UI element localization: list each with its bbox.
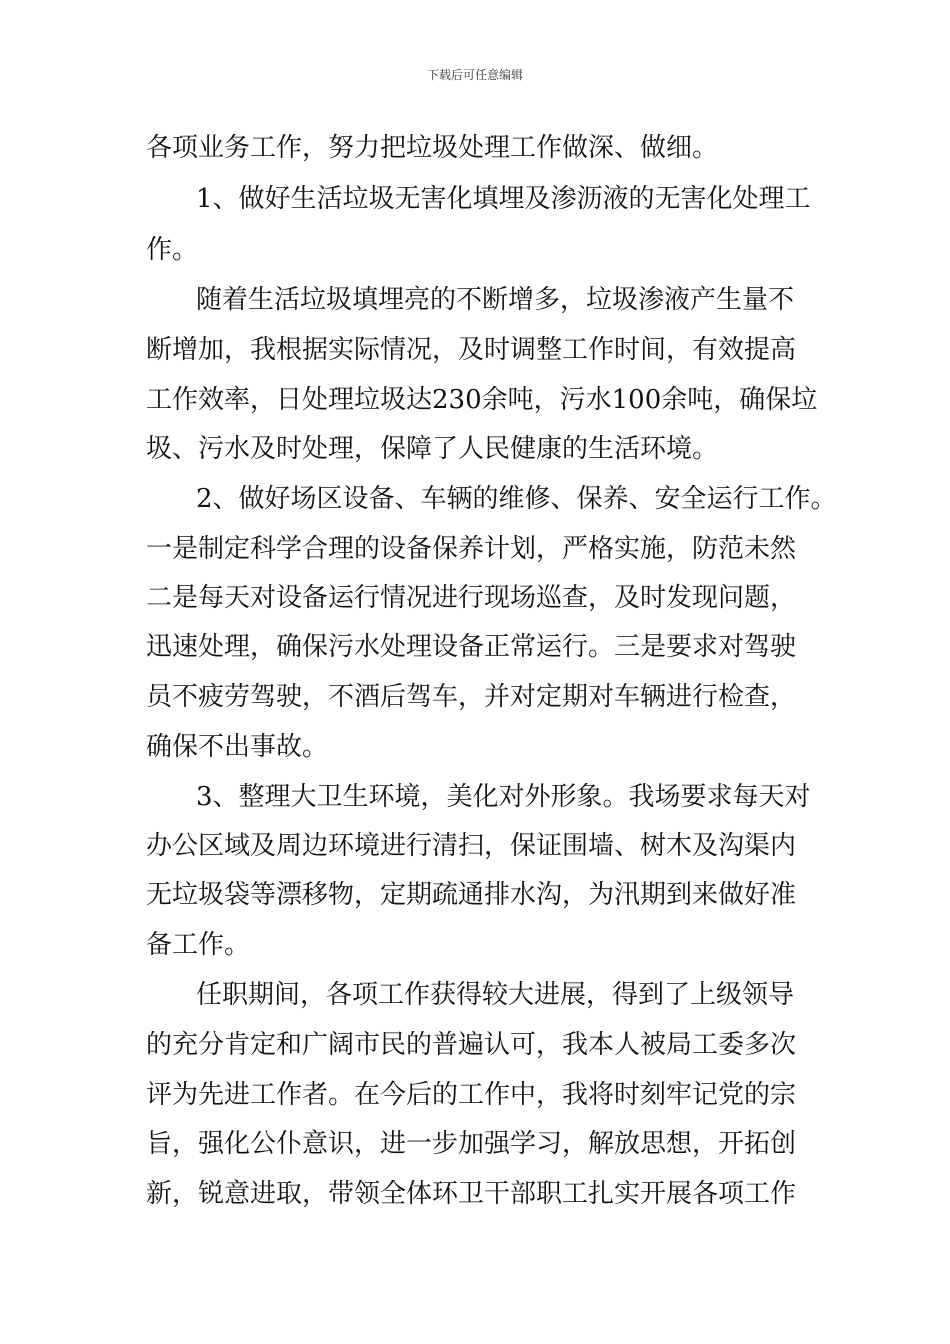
- text-line: 断增加，我根据实际情况，及时调整工作时间，有效提高: [146, 335, 797, 365]
- text-line: 旨，强化公仆意识，进一步加强学习，解放思想，开拓创: [146, 1129, 797, 1159]
- text-line: 任职期间，各项工作获得较大进展，得到了上级领导: [196, 980, 795, 1010]
- text-line: 二是每天对设备运行情况进行现场巡查，及时发现问题，: [146, 583, 797, 613]
- text-line: 迅速处理，确保污水处理设备正常运行。三是要求对驾驶: [146, 632, 797, 662]
- text-line: 随着生活垃圾填埋亮的不断增多，垃圾渗液产生量不: [196, 285, 795, 315]
- text-line: 评为先进工作者。在今后的工作中，我将时刻牢记党的宗: [146, 1080, 797, 1110]
- text-line: 2、做好场区设备、车辆的维修、保养、安全运行工作。: [196, 484, 837, 514]
- text-line: 新，锐意进取，带领全体环卫干部职工扎实开展各项工作: [146, 1179, 797, 1209]
- text-line: 一是制定科学合理的设备保养计划，严格实施，防范未然: [146, 534, 797, 564]
- text-line: 圾、污水及时处理，保障了人民健康的生活环境。: [146, 434, 719, 464]
- text-line: 作。: [146, 235, 199, 265]
- text-line: 无垃圾袋等漂移物，定期疏通排水沟，为汛期到来做好准: [146, 880, 797, 910]
- text-line: 1、做好生活垃圾无害化填埋及渗沥液的无害化处理工: [196, 184, 811, 214]
- text-line: 各项业务工作，努力把垃圾处理工作做深、做细。: [146, 133, 719, 163]
- text-line: 工作效率，日处理垃圾达230余吨，污水100余吨，确保垃: [146, 385, 818, 415]
- page-header: 下载后可任意编辑: [426, 68, 523, 82]
- text-line: 确保不出事故。: [146, 732, 329, 762]
- text-line: 员不疲劳驾驶，不酒后驾车，并对定期对车辆进行检查，: [146, 682, 797, 712]
- text-line: 办公区域及周边环境进行清扫，保证围墙、树木及沟渠内: [146, 831, 797, 861]
- text-line: 3、整理大卫生环境，美化对外形象。我场要求每天对: [196, 782, 811, 812]
- text-line: 备工作。: [146, 930, 251, 960]
- text-line: 的充分肯定和广阔市民的普遍认可，我本人被局工委多次: [146, 1030, 797, 1060]
